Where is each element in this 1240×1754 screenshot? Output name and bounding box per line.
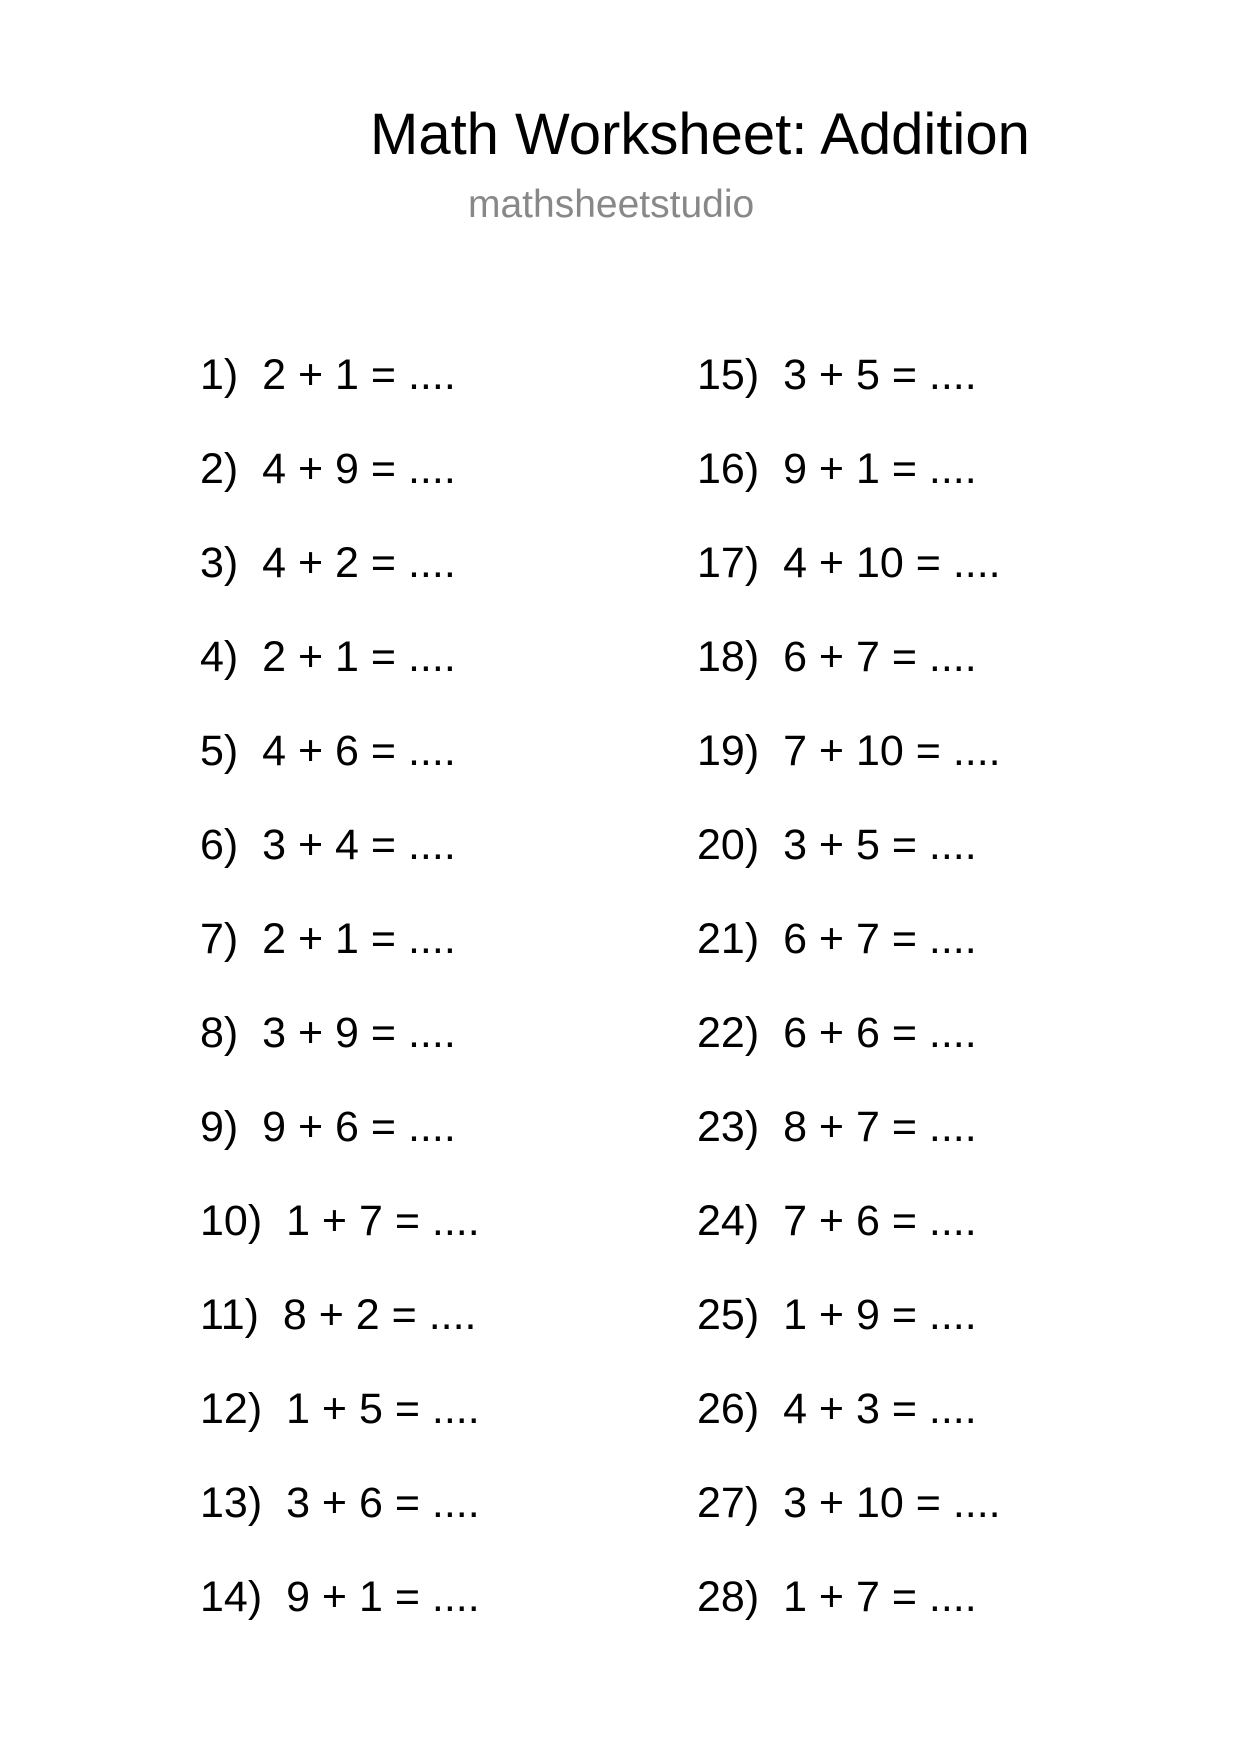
problem-expression: 8 + 2 = .... [282, 1291, 477, 1339]
problem-item [697, 349, 1001, 443]
problem-number: 13) [200, 1479, 263, 1527]
problem-item [697, 913, 1001, 1007]
problem-item [200, 631, 480, 725]
problem-expression: 6 + 6 = .... [783, 1009, 977, 1057]
problem-expression: 4 + 2 = .... [262, 539, 456, 587]
problem-item [697, 1195, 1001, 1289]
problem-expression: 1 + 5 = .... [286, 1385, 480, 1433]
problem-item [200, 1383, 480, 1477]
problem-expression: 7 + 10 = .... [783, 727, 1001, 775]
problem-item [697, 537, 1001, 631]
problem-number: 26) [697, 1385, 760, 1433]
problem-item [200, 1195, 480, 1289]
problem-expression: 9 + 6 = .... [262, 1103, 456, 1151]
problem-item [200, 1477, 480, 1571]
problem-number: 15) [697, 351, 760, 399]
problem-number: 22) [697, 1009, 760, 1057]
problem-expression: 3 + 4 = .... [262, 821, 456, 869]
problem-number: 10) [200, 1197, 263, 1245]
worksheet-subtitle: mathsheetstudio [468, 183, 755, 226]
problem-number: 8) [200, 1009, 239, 1057]
problem-number: 18) [697, 633, 760, 681]
problem-item [200, 913, 480, 1007]
problem-expression: 3 + 6 = .... [286, 1479, 480, 1527]
problem-number: 1) [200, 351, 239, 399]
problem-number: 19) [697, 727, 760, 775]
problem-item [200, 1101, 480, 1195]
problem-expression: 2 + 1 = .... [262, 351, 456, 399]
problem-number: 3) [200, 539, 239, 587]
problem-expression: 1 + 7 = .... [783, 1573, 977, 1621]
problem-expression: 3 + 5 = .... [783, 821, 977, 869]
problem-item [697, 819, 1001, 913]
problem-expression: 2 + 1 = .... [262, 633, 456, 681]
problem-expression: 9 + 1 = .... [783, 445, 977, 493]
problem-expression: 1 + 9 = .... [783, 1291, 977, 1339]
problem-number: 6) [200, 821, 239, 869]
problem-item [697, 1571, 1001, 1665]
problem-expression: 1 + 7 = .... [286, 1197, 480, 1245]
problem-number: 11) [200, 1291, 259, 1339]
problem-item [200, 537, 480, 631]
problem-expression: 2 + 1 = .... [262, 915, 456, 963]
problem-item [697, 725, 1001, 819]
problem-expression: 6 + 7 = .... [783, 915, 977, 963]
problem-number: 27) [697, 1479, 760, 1527]
problem-number: 17) [697, 539, 760, 587]
problems-right-column [697, 349, 1001, 1665]
problem-item [200, 819, 480, 913]
problem-number: 9) [200, 1103, 239, 1151]
problem-expression: 3 + 5 = .... [783, 351, 977, 399]
problem-number: 5) [200, 727, 239, 775]
problem-expression: 3 + 9 = .... [262, 1009, 456, 1057]
problem-item [697, 443, 1001, 537]
problem-expression: 4 + 9 = .... [262, 445, 456, 493]
problem-number: 14) [200, 1573, 263, 1621]
problem-number: 23) [697, 1103, 760, 1151]
problem-item [200, 725, 480, 819]
problem-expression: 4 + 10 = .... [783, 539, 1001, 587]
problem-item [200, 349, 480, 443]
problem-item [200, 1289, 480, 1383]
problem-item [697, 1383, 1001, 1477]
problem-expression: 9 + 1 = .... [286, 1573, 480, 1621]
problem-number: 4) [200, 633, 239, 681]
problem-number: 25) [697, 1291, 760, 1339]
problem-item [200, 443, 480, 537]
problem-number: 28) [697, 1573, 760, 1621]
problem-expression: 7 + 6 = .... [783, 1197, 977, 1245]
problem-expression: 8 + 7 = .... [783, 1103, 977, 1151]
problem-number: 2) [200, 445, 239, 493]
problem-item [697, 1477, 1001, 1571]
problem-item [200, 1571, 480, 1665]
problem-expression: 4 + 3 = .... [783, 1385, 977, 1433]
problem-item [697, 631, 1001, 725]
problem-number: 20) [697, 821, 760, 869]
problem-item [697, 1289, 1001, 1383]
problem-number: 12) [200, 1385, 263, 1433]
problem-item [697, 1007, 1001, 1101]
problem-expression: 4 + 6 = .... [262, 727, 456, 775]
problem-number: 16) [697, 445, 760, 493]
problem-number: 21) [697, 915, 760, 963]
problem-number: 24) [697, 1197, 760, 1245]
problems-left-column [200, 349, 480, 1665]
worksheet-title: Math Worksheet: Addition [370, 102, 1030, 167]
problem-expression: 6 + 7 = .... [783, 633, 977, 681]
problem-item [697, 1101, 1001, 1195]
problem-number: 7) [200, 915, 239, 963]
problem-expression: 3 + 10 = .... [783, 1479, 1001, 1527]
problem-item [200, 1007, 480, 1101]
